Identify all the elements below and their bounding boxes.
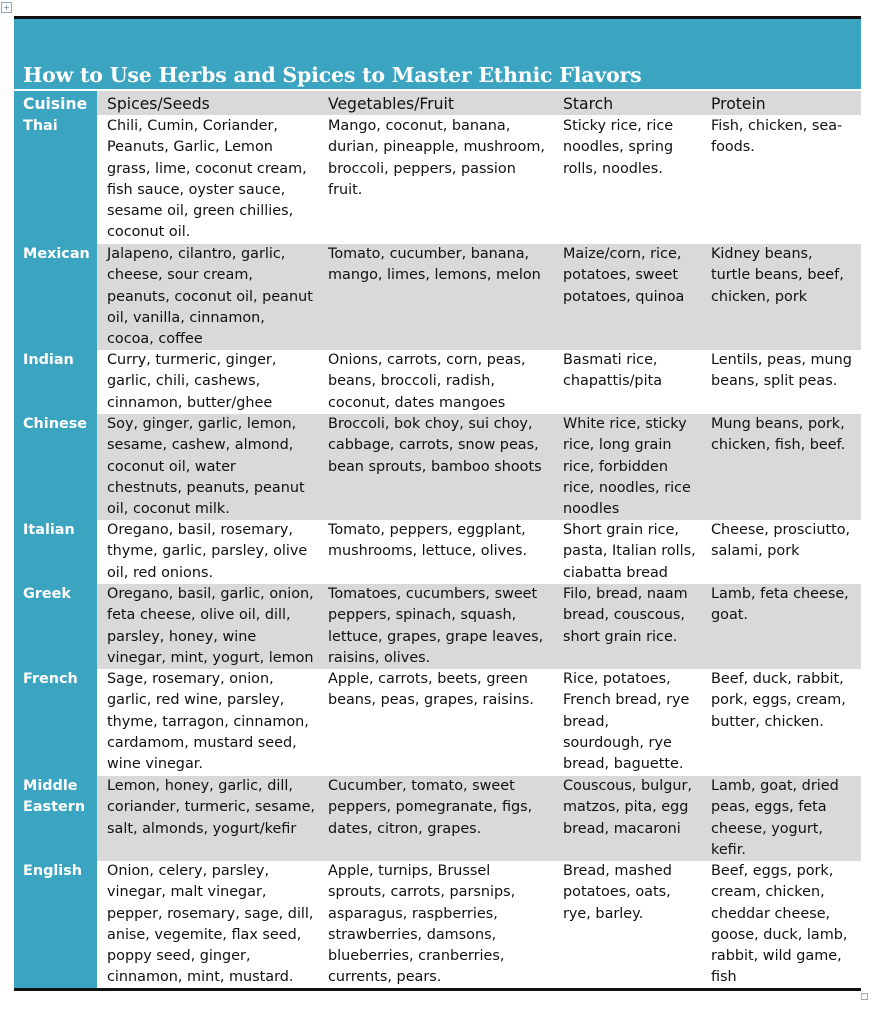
page-title: How to Use Herbs and Spices to Master Ethnic Flavors: [23, 63, 642, 87]
cuisine-name: Italian: [23, 522, 75, 538]
starch-cell: Basmati rice, chapattis/pita: [563, 352, 663, 390]
title-banner: [14, 19, 861, 91]
vegetables-cell: Tomato, cucumber, banana, mango, limes, lemons, melon: [328, 246, 541, 284]
cuisine-name: Indian: [23, 352, 74, 368]
starch-cell: Short grain rice, pasta, Italian rolls, ciabatta bread: [563, 522, 696, 581]
starch-cell: White rice, sticky rice, long grain rice, forbidden rice, noodles, rice noodles: [563, 416, 691, 518]
header-cuisine: Cuisine: [23, 95, 88, 113]
cuisine-name: French: [23, 671, 78, 687]
vegetables-cell: Tomatoes, cucumbers, sweet peppers, spinach, squash, lettuce, grapes, grape leaves, raisins, olives.: [328, 586, 544, 666]
spices-cell: Chili, Cumin, Coriander, Peanuts, Garlic, Lemon grass, lime, coconut cream, fish sauce, oyster sauce, sesame oil, green chillies, coconut oil.: [107, 118, 307, 241]
protein-cell: Cheese, prosciutto, salami, pork: [711, 522, 851, 560]
table-row: [23, 584, 861, 669]
cuisine-name: Thai: [23, 118, 58, 134]
table-row: [23, 776, 861, 861]
vegetables-cell: Apple, carrots, beets, green beans, peas, grapes, raisins.: [328, 671, 534, 709]
spices-cell: Jalapeno, cilantro, garlic, cheese, sour cream, peanuts, coconut oil, peanut oil, vanilla, cinnamon, cocoa, coffee: [107, 246, 313, 348]
protein-cell: Lentils, peas, mung beans, split peas.: [711, 352, 852, 390]
vegetables-cell: Onions, carrots, corn, peas, beans, broccoli, radish, coconut, dates mangoes: [328, 352, 526, 411]
starch-cell: Couscous, bulgur, matzos, pita, egg bread, macaroni: [563, 778, 692, 837]
cuisine-name: Middle Eastern: [23, 778, 86, 816]
table-row: [23, 520, 861, 584]
spices-cell: Lemon, honey, garlic, dill, coriander, turmeric, sesame, salt, almonds, yogurt/kefir: [107, 778, 316, 837]
table-resize-handle-icon[interactable]: [861, 993, 868, 1000]
protein-cell: Beef, eggs, pork, cream, chicken, cheddar cheese, goose, duck, lamb, rabbit, wild game, fish: [711, 863, 848, 986]
vegetables-cell: Tomato, peppers, eggplant, mushrooms, lettuce, olives.: [328, 522, 528, 560]
table-row: [23, 861, 861, 988]
vegetables-cell: Mango, coconut, banana, durian, pineapple, mushroom, broccoli, peppers, passion fruit.: [328, 118, 546, 198]
header-spices: Spices/Seeds: [107, 95, 210, 113]
spices-cell: Curry, turmeric, ginger, garlic, chili, cashews, cinnamon, butter/ghee: [107, 352, 277, 411]
cuisine-name: Greek: [23, 586, 71, 602]
flavor-table: [14, 91, 861, 988]
table-row: [23, 116, 861, 244]
cuisine-name: English: [23, 863, 83, 879]
vegetables-cell: Broccoli, bok choy, sui choy, cabbage, carrots, snow peas, bean sprouts, bamboo shoots: [328, 416, 542, 475]
spices-cell: Sage, rosemary, onion, garlic, red wine, parsley, thyme, tarragon, cinnamon, cardamom, mustard seed, wine vinegar.: [107, 671, 309, 773]
spices-cell: Soy, ginger, garlic, lemon, sesame, cashew, almond, coconut oil, water chestnuts, peanuts, peanut oil, coconut milk.: [107, 416, 305, 518]
starch-cell: Filo, bread, naam bread, couscous, short grain rice.: [563, 586, 688, 645]
protein-cell: Beef, duck, rabbit, pork, eggs, cream, butter, chicken.: [711, 671, 846, 730]
bottom-border: [14, 988, 861, 991]
starch-cell: Sticky rice, rice noodles, spring rolls, noodles.: [563, 118, 674, 177]
header-protein: Protein: [711, 95, 766, 113]
spices-cell: Onion, celery, parsley, vinegar, malt vinegar, pepper, rosemary, sage, dill, anise, vegemite, flax seed, poppy seed, ginger, cinnamon, mint, mustard.: [107, 863, 314, 986]
starch-cell: Rice, potatoes, French bread, rye bread, sourdough, rye bread, baguette.: [563, 671, 690, 773]
starch-cell: Maize/corn, rice, potatoes, sweet potatoes, quinoa: [563, 246, 685, 305]
table-row: [23, 414, 861, 520]
protein-cell: Lamb, goat, dried peas, eggs, feta cheese, yogurt, kefir.: [711, 778, 839, 858]
protein-cell: Lamb, feta cheese, goat.: [711, 586, 849, 624]
header-starch: Starch: [563, 95, 614, 113]
spices-cell: Oregano, basil, garlic, onion, feta cheese, olive oil, dill, parsley, honey, wine vinegar, mint, yogurt, lemon: [107, 586, 314, 666]
header-vegetables: Vegetables/Fruit: [328, 95, 454, 113]
starch-cell: Bread, mashed potatoes, oats, rye, barley.: [563, 863, 672, 922]
protein-cell: Mung beans, pork, chicken, fish, beef.: [711, 416, 846, 454]
vegetables-cell: Cucumber, tomato, sweet peppers, pomegranate, figs, dates, citron, grapes.: [328, 778, 533, 837]
protein-cell: Kidney beans, turtle beans, beef, chicken, pork: [711, 246, 844, 305]
table-header-row: [23, 91, 861, 115]
table-move-handle-icon[interactable]: +: [1, 2, 12, 13]
cuisine-name: Chinese: [23, 416, 88, 432]
table-row: [23, 244, 861, 350]
vegetables-cell: Apple, turnips, Brussel sprouts, carrots, parsnips, asparagus, raspberries, strawberries, damsons, blueberries, cranberries, currents, pears.: [328, 863, 516, 986]
cuisine-name: Mexican: [23, 246, 90, 262]
protein-cell: Fish, chicken, sea- foods.: [711, 118, 843, 156]
table-row: [23, 669, 861, 776]
spices-cell: Oregano, basil, rosemary, thyme, garlic, parsley, olive oil, red onions.: [107, 522, 308, 581]
table-row: [23, 350, 861, 414]
